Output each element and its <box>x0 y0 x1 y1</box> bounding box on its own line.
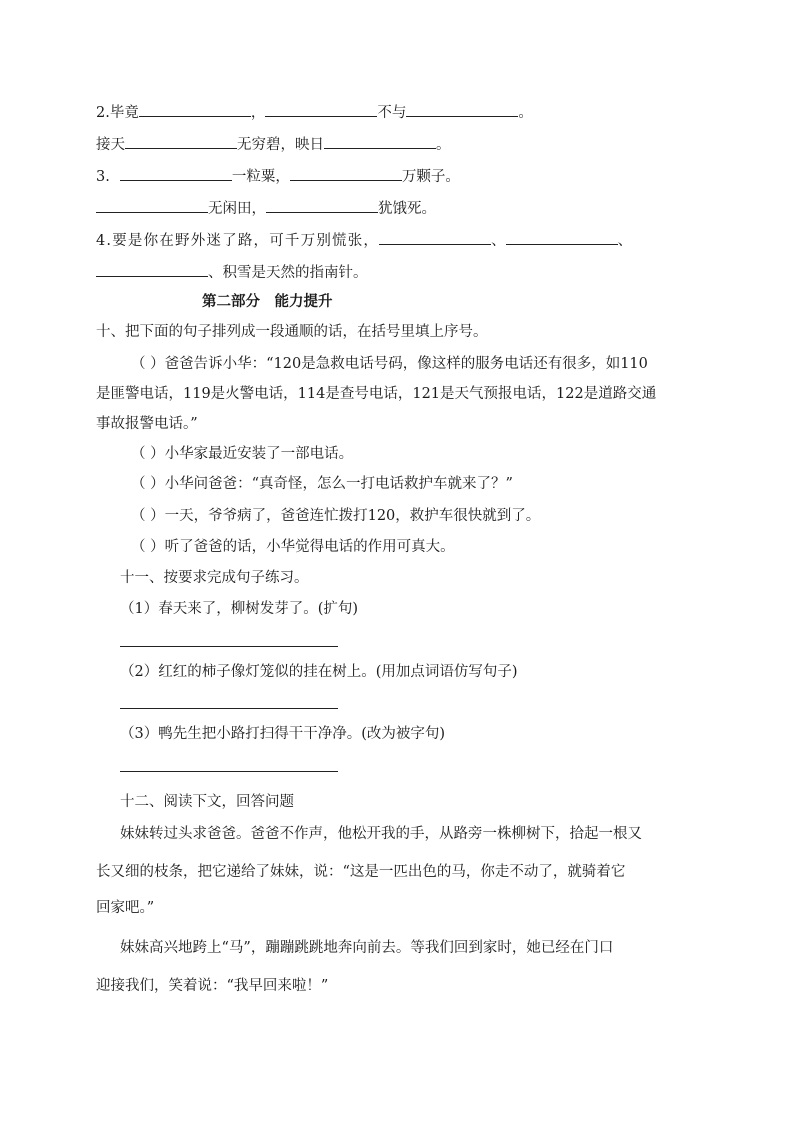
q10-title: 十、把下面的句子排列成一段通顺的话，在括号里填上序号。 <box>96 324 488 340</box>
q4b-end: 、积雪是天然的指南针。 <box>208 265 368 281</box>
q10-item3: （ ）小华问爸爸：“真奇怪，怎么一打电话救护车就来了？” <box>131 476 513 492</box>
answer-line[interactable] <box>120 771 338 772</box>
q11-s3: （3）鸭先生把小路打扫得干干净净。(改为被字句) <box>120 726 446 742</box>
blank-field[interactable] <box>96 196 208 213</box>
q10-item1-line1: （ ）爸爸告诉小华：“120是急救电话号码，像这样的服务电话还有很多，如110 <box>131 356 648 372</box>
answer-line[interactable] <box>120 708 338 709</box>
q2-line2 <box>96 132 451 155</box>
q10-item5: （ ）听了爸爸的话，小华觉得电话的作用可真大。 <box>131 539 455 555</box>
q4-text: 4.要是你在野外迷了路，可千万别慌张， <box>96 233 380 249</box>
punct: 。 <box>518 105 533 121</box>
q2b-mid: 无穷碧，映日 <box>237 137 324 153</box>
q3-line1 <box>96 164 460 187</box>
punct: 。 <box>436 137 451 153</box>
blank-field[interactable] <box>125 132 237 149</box>
answer-line[interactable] <box>120 646 338 647</box>
q10-item1-line3: 事故报警电话。” <box>96 416 198 432</box>
q2-line1 <box>96 100 533 123</box>
punct: 、 <box>617 233 633 249</box>
blank-field[interactable] <box>266 196 378 213</box>
q12-p1-line1: 妹妹转过头求爸爸。爸爸不作声，他松开我的手，从路旁一株柳树下，拾起一根又 <box>120 826 642 842</box>
q12-title: 十二、阅读下文，回答问题 <box>120 794 294 810</box>
part2-heading: 第二部分 能力提升 <box>202 293 333 310</box>
q12-p2-line1: 妹妹高兴地跨上“马”，蹦蹦跳跳地奔向前去。等我们回到家时，她已经在门口 <box>120 940 614 956</box>
q11-s2: （2）红红的柿子像灯笼似的挂在树上。(用加点词语仿写句子) <box>120 664 518 680</box>
blank-field[interactable] <box>290 164 402 181</box>
blank-field[interactable] <box>324 132 436 149</box>
q12-p1-line3: 回家吧。” <box>96 900 155 916</box>
q3b-end: 犹饿死。 <box>378 201 436 217</box>
blank-field[interactable] <box>265 100 377 117</box>
q3b-mid: 无闲田， <box>208 201 266 217</box>
q4-line2 <box>96 260 368 283</box>
q11-s1: （1）春天来了，柳树发芽了。(扩句) <box>120 601 359 617</box>
q10-item1-line2: 是匪警电话，119是火警电话，114是查号电话，121是天气预报电话，122是道路交通 <box>96 386 657 402</box>
q3-prefix: 3. <box>96 169 110 185</box>
q2b-prefix: 接天 <box>96 137 125 153</box>
q2-prefix: 2.毕竟 <box>96 105 139 121</box>
blank-field[interactable] <box>139 100 251 117</box>
q3-mid: 一粒粟， <box>231 169 290 185</box>
q10-item2: （ ）小华家最近安装了一部电话。 <box>131 446 354 462</box>
q11-title: 十一、按要求完成句子练习。 <box>120 570 309 586</box>
q10-item4: （ ）一天，爷爷病了，爸爸连忙拨打120，救护车很快就到了。 <box>131 508 541 524</box>
q3-end: 万颗子。 <box>401 169 460 185</box>
blank-field[interactable] <box>506 228 618 245</box>
q4-line1 <box>96 228 632 251</box>
blank-field[interactable] <box>379 228 491 245</box>
q2-mid: 不与 <box>377 105 407 121</box>
blank-field[interactable] <box>96 260 208 277</box>
blank-field[interactable] <box>120 164 232 181</box>
q3-line2 <box>96 196 436 219</box>
blank-field[interactable] <box>406 100 518 117</box>
punct: ， <box>250 105 266 121</box>
punct: 、 <box>491 233 506 249</box>
q12-p1-line2: 长又细的枝条，把它递给了妹妹，说：“这是一匹出色的马，你走不动了，就骑着它 <box>96 864 626 880</box>
q12-p2-line2: 迎接我们，笑着说：“我早回来啦！” <box>96 978 329 994</box>
